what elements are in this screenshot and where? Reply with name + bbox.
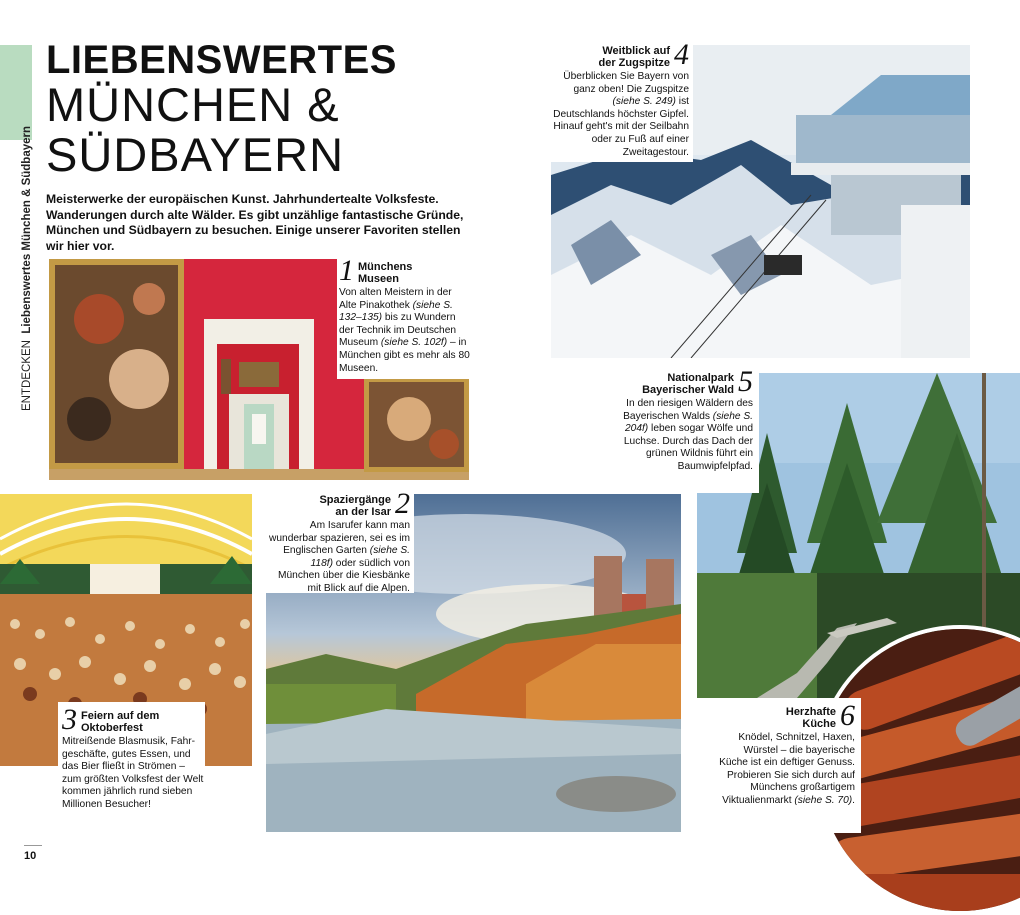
item-title-5b: Bayerischer Wald <box>642 384 734 396</box>
item-title-6b: Küche <box>802 718 836 730</box>
item-ref-2: (siehe S. 118f) <box>310 545 410 569</box>
sidebar-section: ENTDECKEN <box>21 340 33 411</box>
item-text-6: Knödel, Schnitzel, Haxen, Würstel – die bayerische Küche ist ein deftiger Genuss. Probieren Sie sich durch auf Münchens großartigem Viktualienmarkt <box>719 732 855 806</box>
item-title-5a: Nationalpark <box>667 372 734 384</box>
item-number-3: 3 <box>62 703 77 736</box>
item-text-4: Überblicken Sie Bayern von ganz oben! Die Zugspitze <box>563 71 689 95</box>
item-box-6 <box>712 698 861 833</box>
item-text-1b: bis zu Wundern der Technik im Deutschen Museum <box>339 312 457 349</box>
item-title-4a: Weitblick auf <box>602 45 670 57</box>
item-text-5b: leben sogar Wölfe und Luchse. Durch das Dach der grünen Wildnis führt ein Baumwipfelpfad. <box>623 423 753 472</box>
item-title-1a: Münchens <box>358 261 413 273</box>
item-number-6: 6 <box>840 699 855 732</box>
page-title-line3: SÜDBAYERN <box>46 128 345 181</box>
item-ref-1b: (siehe S. 102f) <box>380 337 448 349</box>
item-title-3b: Oktoberfest <box>81 722 143 734</box>
item-box-3 <box>58 702 205 816</box>
item-box-5 <box>600 365 759 493</box>
item-box-2 <box>266 487 414 594</box>
item-title-2a: Spaziergänge <box>319 494 391 506</box>
item-text-4b: ist Deutschlands höchster Gipfel. Hinauf geht's mit der Seilbahn oder zu Fuß auf einer Zweitagestour. <box>553 96 689 158</box>
item-box-1 <box>337 254 471 379</box>
intro-text: Meisterwerke der europäischen Kunst. Jahrhundertealte Volksfeste. Wanderungen durch alte Wälder. Es gibt unzählige fantastische Gründe, München und Südbayern zu besuchen. Einige unserer Favoriten stellen wir hier vor. <box>46 192 464 253</box>
item-title-1b: Museen <box>358 273 399 285</box>
item-number-2: 2 <box>395 487 410 520</box>
item-text-1: Von alten Meistern in der Alte Pinakothek <box>339 287 452 311</box>
item-ref-5: (siehe S. 204f) <box>624 410 753 435</box>
item-number-1: 1 <box>339 254 354 287</box>
item-title-6a: Herzhafte <box>785 706 836 718</box>
item-ref-4: (siehe S. 249) <box>612 96 676 108</box>
item-number-4: 4 <box>674 38 689 71</box>
page-title-line2: MÜNCHEN & <box>46 78 340 131</box>
page-number-rule <box>24 845 42 846</box>
page-title-line1: LIEBENSWERTES <box>46 38 397 82</box>
item-text-5: In den riesigen Wäldern des Bayerischen Walds <box>623 398 753 422</box>
item-text-6b: . <box>852 794 855 806</box>
item-text-1c: – in München gibt es mehr als 80 Museen. <box>339 337 470 374</box>
page-number: 10 <box>24 850 37 862</box>
item-text-3: Mitreißende Blasmusik, Fahrgeschäfte, gutes Essen, und das Bier fließt in Strömen – zum größten Volksfest der Welt kommen jährlich rund sieben Millionen Besucher! <box>62 736 204 810</box>
item-text-2b: oder südlich von München über die Kiesbänke mit Blick auf die Alpen. <box>278 557 410 594</box>
item-number-5: 5 <box>738 365 753 398</box>
sidebar-title: Liebenswertes München & Südbayern <box>21 125 33 334</box>
item-title-3a: Feiern auf dem <box>81 710 160 722</box>
item-ref-6: (siehe S. 70) <box>794 794 853 806</box>
item-box-4 <box>551 38 693 162</box>
item-title-4b: der Zugspitze <box>598 57 670 69</box>
item-ref-1: (siehe S. 132–135) <box>339 299 453 324</box>
item-text-2: Am Isarufer kann man wunderbar spazieren, sei es im Englischen Garten <box>269 520 410 557</box>
sidebar-label <box>21 126 33 411</box>
item-title-2b: an der Isar <box>335 506 391 518</box>
